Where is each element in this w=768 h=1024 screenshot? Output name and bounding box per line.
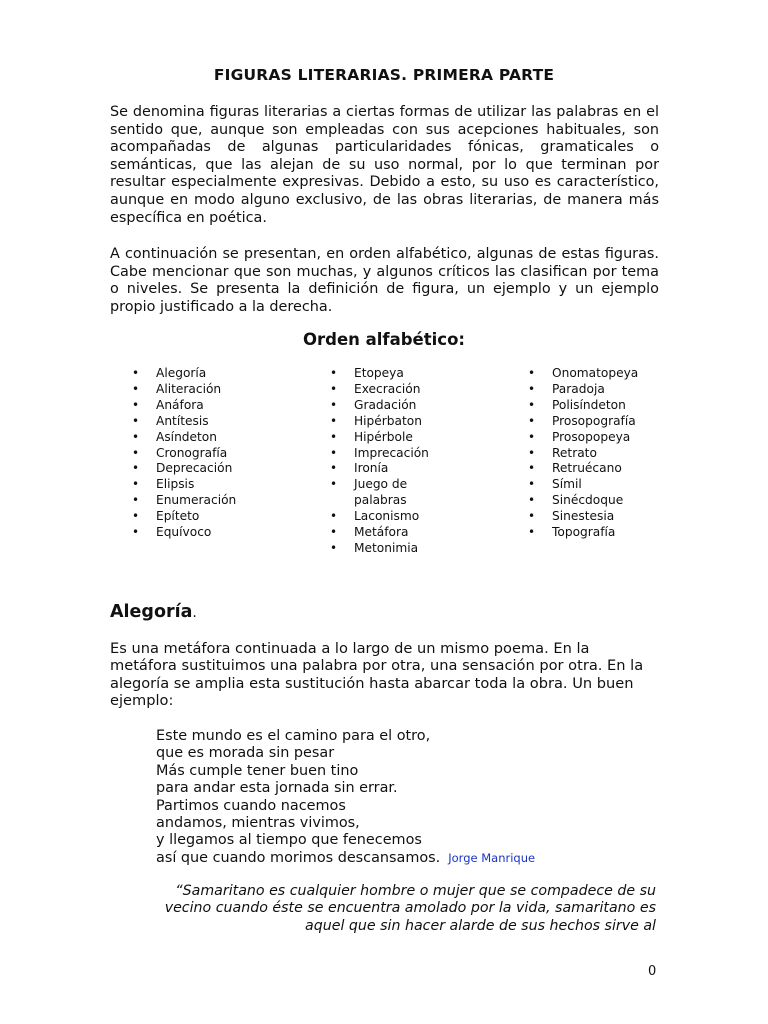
list-item: • Ironía xyxy=(330,461,450,477)
list-item: • Elipsis xyxy=(132,477,282,493)
section-heading xyxy=(110,602,197,622)
list-item: • Antítesis xyxy=(132,414,282,430)
list-item: • Deprecación xyxy=(132,461,282,477)
list-item: • Gradación xyxy=(330,398,450,414)
list-item: • Polisíndeton xyxy=(528,398,678,414)
poem-line-text: andamos, mientras vivimos, xyxy=(156,815,360,832)
figure-list-column-2 xyxy=(330,366,450,557)
list-item: • Retruécano xyxy=(528,461,678,477)
quote: “Samaritano es cualquier hombre o mujer que se compadece de su vecino cuando éste se encuentra amolado por la vida, samaritano es aquel que sin hacer alarde de sus hechos sirve al xyxy=(164,883,656,934)
list-item: • Prosopografía xyxy=(528,414,678,430)
poem-line xyxy=(156,850,535,867)
list-item: • Equívoco xyxy=(132,525,282,541)
poem-line xyxy=(156,780,535,797)
list-heading: Orden alfabético: xyxy=(302,330,466,349)
figure-list-column-1 xyxy=(132,366,282,541)
poem-line xyxy=(156,763,535,780)
list-item: • Execración xyxy=(330,382,450,398)
poem-line xyxy=(156,832,535,849)
section-paragraph: Es una metáfora continuada a lo largo de un mismo poema. En la metáfora sustituimos una palabra por otra, una sensación por otra. En la alegoría se amplia esta sustitución hasta abarcar toda la obra. Un buen ejemplo: xyxy=(110,640,644,710)
list-item: • Metáfora xyxy=(330,525,450,541)
poem-line xyxy=(156,798,535,815)
poem-line xyxy=(156,745,535,762)
list-item: • Imprecación xyxy=(330,446,450,462)
poem-line-text: así que cuando morimos descansamos. xyxy=(156,849,441,866)
list-item: • Enumeración xyxy=(132,493,282,509)
list-item: • Anáfora xyxy=(132,398,282,414)
poem-line-text: Este mundo es el camino para el otro, xyxy=(156,728,431,744)
list-item: • Asíndeton xyxy=(132,430,282,446)
page-title: FIGURAS LITERARIAS. PRIMERA PARTE xyxy=(213,66,555,84)
list-item: • Juego de palabras xyxy=(330,477,450,509)
list-item: • Topografía xyxy=(528,525,678,541)
poem-author: Jorge Manrique xyxy=(448,850,536,865)
figure-list-column-3 xyxy=(528,366,678,541)
list-item: • Epíteto xyxy=(132,509,282,525)
list-item: • Cronografía xyxy=(132,446,282,462)
poem-line-text: Más cumple tener buen tino xyxy=(156,762,359,779)
poem-line-text: y llegamos al tiempo que fenecemos xyxy=(156,832,422,849)
list-item: • Prosopopeya xyxy=(528,430,678,446)
poem-line-text: para andar esta jornada sin errar. xyxy=(156,780,398,797)
list-item: • Sinécdoque xyxy=(528,493,678,509)
poem-line xyxy=(156,728,535,745)
list-item: • Paradoja xyxy=(528,382,678,398)
list-item: • Etopeya xyxy=(330,366,450,382)
intro-paragraph: Se denomina figuras literarias a ciertas formas de utilizar las palabras en el sentido que, aunque son empleadas con sus acepciones habituales, son acompañadas de algunas particularidades fónicas, gramaticales o semánticas, que las alejan de su uso normal, por lo que terminan por resultar especialmente expresivas. Debido a esto, su uso es característico, aunque en modo alguno exclusivo, de las obras literarias, de manera más específica en poética. xyxy=(110,104,659,226)
poem xyxy=(156,728,535,867)
page-number: 0 xyxy=(648,964,657,979)
list-item: • Onomatopeya xyxy=(528,366,678,382)
section-heading-text: Alegoría xyxy=(110,602,193,622)
list-item: • Metonimia xyxy=(330,541,450,557)
poem-line-text: que es morada sin pesar xyxy=(156,745,335,762)
list-item: • Laconismo xyxy=(330,509,450,525)
poem-line-text: Partimos cuando nacemos xyxy=(156,797,346,814)
list-item: • Símil xyxy=(528,477,678,493)
list-item: • Aliteración xyxy=(132,382,282,398)
list-item: • Hipérbaton xyxy=(330,414,450,430)
list-item: • Alegoría xyxy=(132,366,282,382)
second-paragraph: A continuación se presentan, en orden alfabético, algunas de estas figuras. Cabe mencionar que son muchas, y algunos críticos las clasifican por tema o niveles. Se presenta la definición de figura, un ejemplo y un ejemplo propio justificado a la derecha. xyxy=(110,246,659,315)
list-item: • Retrato xyxy=(528,446,678,462)
section-heading-punct: . xyxy=(192,605,197,621)
list-item: • Hipérbole xyxy=(330,430,450,446)
list-item: • Sinestesia xyxy=(528,509,678,525)
poem-line xyxy=(156,815,535,832)
